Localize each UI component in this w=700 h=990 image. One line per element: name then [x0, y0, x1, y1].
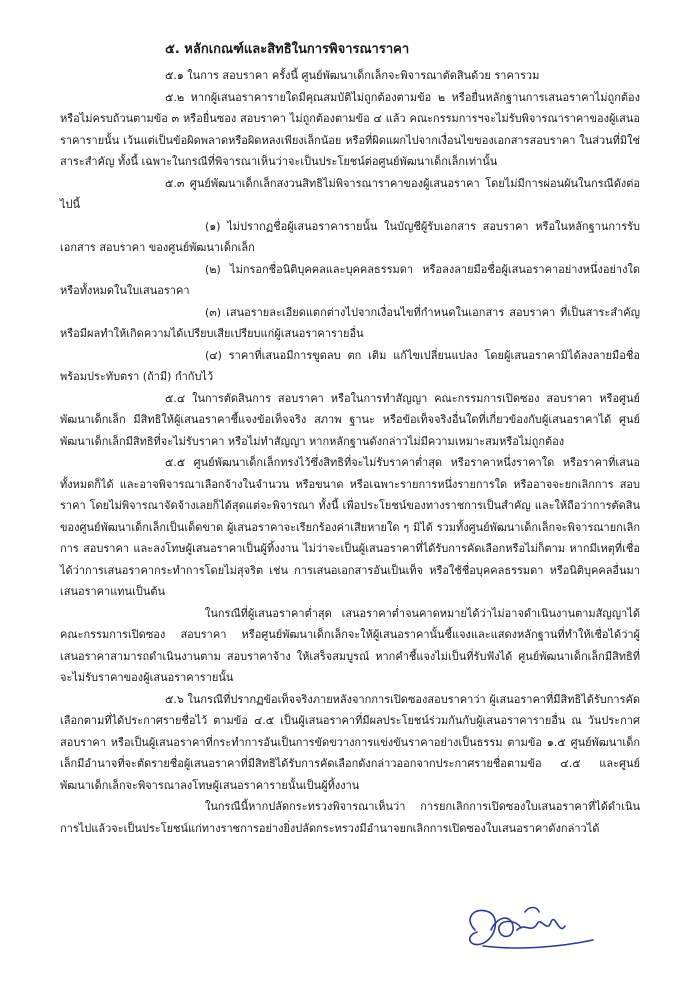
paragraph: ๕.๕ ศูนย์พัฒนาเด็กเล็กทรงไว้ซึ่งสิทธิที่จะไม่รับราคาต่ำสุด หรือราคาหนึ่งราคาใด หรือราคาที่เสนอทั้งหมดก็ได้ และอาจพิจารณาเลือกจ้างในจำนวน หรือขนาด หรือเฉพาะรายการหนึ่งรายการใด หรืออาจจะยกเลิกการ สอบราคา โดยไม่พิจารณาจัดจ้างเลยก็ได้สุดแต่จะพิจารณา ทั้งนี้ เพื่อประโยชน์ของทางราชการเป็นสำคัญ และให้ถือว่าการตัดสินของศูนย์พัฒนาเด็กเล็กเป็นเด็ดขาด ผู้เสนอราคาจะเรียกร้องค่าเสียหายใด ๆ มิได้ รวมทั้งศูนย์พัฒนาเด็กเล็กจะพิจารณายกเลิกการ สอบราคา และลงโทษผู้เสนอราคาเป็นผู้ทิ้งงาน ไม่ว่าจะเป็นผู้เสนอราคาที่ได้รับการคัดเลือกหรือไม่ก็ตาม หากมีเหตุที่เชื่อได้ว่าการเสนอราคากระทำการโดยไม่สุจริต เช่น การเสนอเอกสารอันเป็นเท็จ หรือใช้ชื่อบุคคลธรรมดา หรือนิติบุคคลอื่นมาเสนอราคาแทนเป็นต้น	[60, 456, 640, 598]
paragraph: (๒) ไม่กรอกชื่อนิติบุคคลและบุคคลธรรมดา หรือลงลายมือชื่อผู้เสนอราคาอย่างหนึ่งอย่างใด หรือทั้งหมดในใบเสนอราคา	[60, 262, 640, 297]
paragraph: (๑) ไม่ปรากฏชื่อผู้เสนอราคารายนั้น ในบัญชีผู้รับเอกสาร สอบราคา หรือในหลักฐานการรับเอกสาร สอบราคา ของศูนย์พัฒนาเด็กเล็ก	[60, 219, 640, 254]
paragraph: (๓) เสนอรายละเอียดแตกต่างไปจากเงื่อนไขที่กำหนดในเอกสาร สอบราคา ที่เป็นสาระสำคัญ หรือมีผลทำให้เกิดความได้เปรียบเสียเปรียบแก่ผู้เสนอราคารายอื่น	[60, 305, 640, 340]
document-body	[60, 65, 640, 839]
paragraph: ในกรณีนี้หากปลัดกระทรวงพิจารณาเห็นว่า การยกเลิกการเปิดซองใบเสนอราคาที่ได้ดำเนินการไปแล้วจะเป็นประโยชน์แก่ทางราชการอย่างยิ่งปลัดกระทรวงมีอำนาจยกเลิกการเปิดซองใบเสนอราคาดังกล่าวได้	[60, 800, 640, 835]
section-heading: ๕. หลักเกณฑ์และสิทธิในการพิจารณาราคา	[165, 42, 410, 57]
signature-mark	[455, 900, 605, 958]
paragraph: ๕.๔ ในการตัดสินการ สอบราคา หรือในการทำสัญญา คณะกรรมการเปิดซอง สอบราคา หรือศูนย์พัฒนาเด็กเล็ก มีสิทธิให้ผู้เสนอราคาชี้แจงข้อเท็จจริง สภาพ ฐานะ หรือข้อเท็จจริงอื่นใดที่เกี่ยวข้องกับผู้เสนอราคาได้ ศูนย์พัฒนาเด็กเล็กมีสิทธิที่จะไม่รับราคา หรือไม่ทำสัญญา หากหลักฐานดังกล่าวไม่มีความเหมาะสมหรือไม่ถูกต้อง	[60, 391, 640, 448]
paragraph: ๕.๖ ในกรณีที่ปรากฏข้อเท็จจริงภายหลังจากการเปิดซองสอบราคาว่า ผู้เสนอราคาที่มีสิทธิได้รับการคัดเลือกตามที่ได้ประกาศรายชื่อไว้ ตามข้อ ๔.๕ เป็นผู้เสนอราคาที่มีผลประโยชน์ร่วมกันกับผู้เสนอราคารายอื่น ณ วันประกาศ สอบราคา หรือเป็นผู้เสนอราคาที่กระทำการอันเป็นการขัดขวางการแข่งขันราคาอย่างเป็นธรรม ตามข้อ ๑.๕ ศูนย์พัฒนาเด็กเล็กมีอำนาจที่จะตัดรายชื่อผู้เสนอราคาที่มีสิทธิได้รับการคัดเลือกดังกล่าวออกจากประกาศรายชื่อตามข้อ ๔.๕ และศูนย์พัฒนาเด็กเล็กจะพิจารณาลงโทษผู้เสนอราคารายนั้นเป็นผู้ทิ้งงาน	[60, 692, 640, 792]
paragraph: ๕.๓ ศูนย์พัฒนาเด็กเล็กสงวนสิทธิไม่พิจารณาราคาของผู้เสนอราคา โดยไม่มีการผ่อนผันในกรณีดังต่อไปนี้	[60, 176, 640, 211]
paragraph: (๔) ราคาที่เสนอมีการขูดลบ ตก เติม แก้ไขเปลี่ยนแปลง โดยผู้เสนอราคามิได้ลงลายมือชื่อพร้อมประทับตรา (ถ้ามี) กำกับไว้	[60, 348, 640, 383]
paragraph: ๕.๑ ในการ สอบราคา ครั้งนี้ ศูนย์พัฒนาเด็กเล็กจะพิจารณาตัดสินด้วย ราคารวม	[165, 69, 540, 82]
paragraph: ในกรณีที่ผู้เสนอราคาต่ำสุด เสนอราคาต่ำจนคาดหมายได้ว่าไม่อาจดำเนินงานตามสัญญาได้ คณะกรรมการเปิดซอง สอบราคา หรือศูนย์พัฒนาเด็กเล็กจะให้ผู้เสนอราคานั้นชี้แจงและแสดงหลักฐานที่ทำให้เชื่อได้ว่าผู้เสนอราคาสามารถดำเนินงานตาม สอบราคาจ้าง ให้เสร็จสมบูรณ์ หากคำชี้แจงไม่เป็นที่รับฟังได้ ศูนย์พัฒนาเด็กเล็กมีสิทธิที่จะไม่รับราคาของผู้เสนอราคารายนั้น	[60, 606, 640, 684]
paragraph: ๕.๒ หากผู้เสนอราคารายใดมีคุณสมบัติไม่ถูกต้องตามข้อ ๒ หรือยื่นหลักฐานการเสนอราคาไม่ถูกต้องหรือไม่ครบถ้วนตามข้อ ๓ หรือยื่นซอง สอบราคา ไม่ถูกต้องตามข้อ ๔ แล้ว คณะกรรมการฯจะไม่รับพิจารณาราคาของผู้เสนอราคารายนั้น เว้นแต่เป็นข้อผิดพลาดหรือผิดหลงเพียงเล็กน้อย หรือที่ผิดแผกไปจากเงื่อนไขของเอกสารสอบราคา ในส่วนที่มิใช่สาระสำคัญ ทั้งนี้ เฉพาะในกรณีที่พิจารณาเห็นว่าจะเป็นประโยชน์ต่อศูนย์พัฒนาเด็กเล็กเท่านั้น	[60, 90, 640, 168]
